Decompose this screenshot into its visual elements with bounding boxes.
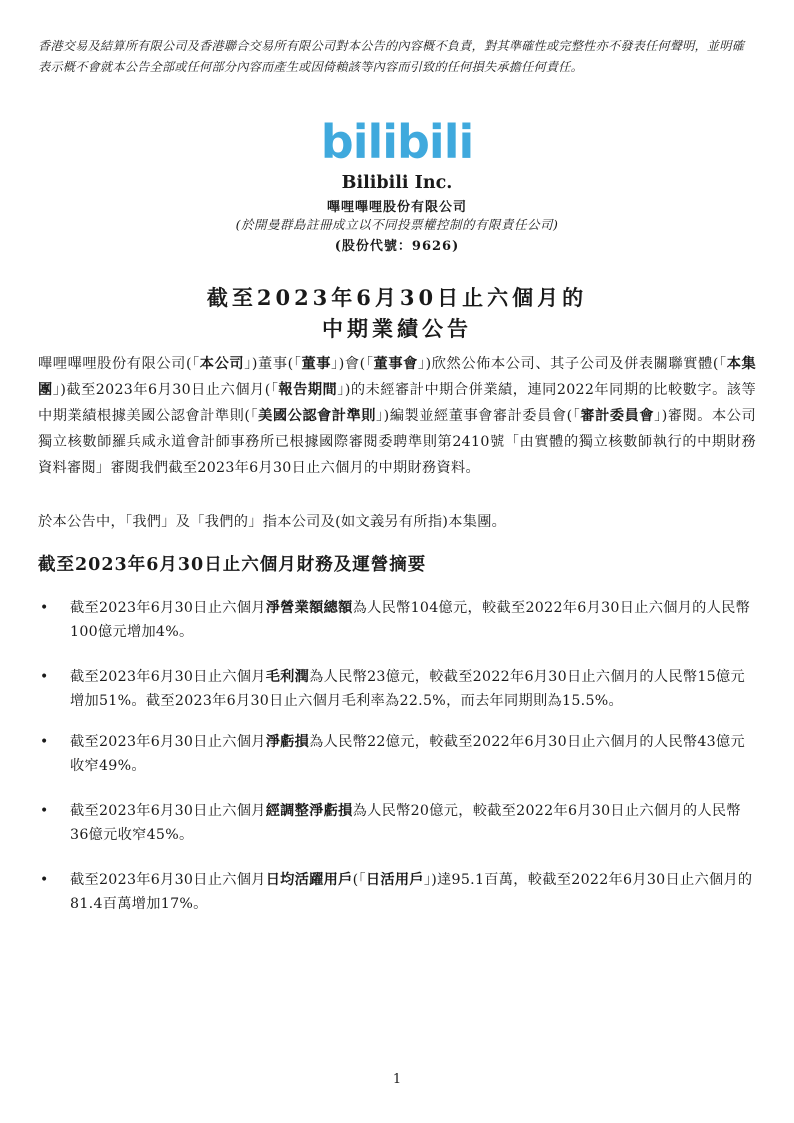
intro-paragraph: [38, 351, 756, 481]
page-number: 1: [392, 1072, 402, 1087]
intro-term: 董事: [301, 356, 332, 372]
highlights-list: [38, 596, 756, 937]
bullet-term: 經調整淨虧損: [265, 803, 353, 819]
bullet-term: 淨營業額總額: [265, 600, 353, 616]
intro-term: 董事會: [373, 356, 418, 372]
intro-term: 本集團: [38, 356, 756, 398]
bullet-text: 為人民幣20億元，較截至2022年6月30日止六個月的人民幣36億元收窄45%。: [70, 803, 741, 843]
bullet-text: 為人民幣22億元，較截至2022年6月30日止六個月的人民幣43億元收窄49%。: [70, 734, 745, 774]
bullet-icon: •: [40, 803, 49, 819]
definition-paragraph: 於本公告中，「我們」及「我們的」指本公司及(如文義另有所指)本集團。: [38, 514, 507, 530]
list-item: [38, 868, 756, 916]
bullet-text: 為人民幣104億元，較截至2022年6月30日止六個月的人民幣100億元增加4%。: [70, 600, 751, 640]
list-item: [38, 665, 756, 713]
bullet-text: 截至2023年6月30日止六個月: [70, 872, 266, 888]
incorporation-note: (於開曼群島註冊成立以不同投票權控制的有限責任公司): [235, 217, 559, 232]
disclaimer: 香港交易及結算所有限公司及香港聯合交易所有限公司對本公告的內容概不負責，對其準確性或完整性亦不發表任何聲明，並明確表示概不會就本公告全部或任何部分內容而產生或因倚賴該等內容而引致的任何損失承擔任何責任。: [38, 39, 745, 74]
logo-text: bilibili: [320, 115, 474, 169]
intro-text: 」)截至2023年6月30日止六個月(「: [52, 382, 279, 398]
bullet-term: 毛利潤: [265, 669, 310, 685]
section-heading: 截至2023年6月30日止六個月財務及運營摘要: [38, 555, 427, 575]
intro-text: 」)審閱。本公司獨立核數師羅兵咸永道會計師事務所已根據國際審閱委聘準則第2410號「由實體的獨立核數師執行的中期財務資料審閱」審閱我們截至2023年6月30日止六個月的中期財務資料。: [38, 408, 756, 476]
bullet-text: 」)達95.1百萬，較截至2022年6月30日止六個月的81.4百萬增加17%。: [70, 872, 753, 912]
bullet-icon: •: [40, 872, 49, 888]
bilibili-logo: [0, 114, 794, 170]
intro-text: 」)會(「: [331, 356, 374, 372]
bullet-text: 截至2023年6月30日止六個月: [70, 803, 266, 819]
announcement-title-line1: 截至2023年6月30日止六個月的: [206, 285, 588, 310]
bullet-icon: •: [40, 734, 49, 750]
company-name-en: Bilibili Inc.: [341, 173, 453, 193]
bullet-text: 截至2023年6月30日止六個月: [70, 669, 266, 685]
intro-text: 」)董事(「: [244, 356, 302, 372]
intro-term: 美國公認會計準則: [258, 408, 377, 424]
intro-text: 」)編製並經董事會審計委員會(「: [376, 408, 581, 424]
list-item: [38, 799, 756, 847]
bullet-icon: •: [40, 669, 49, 685]
bullet-icon: •: [40, 600, 49, 616]
bullet-term: 日均活躍用戶: [265, 872, 353, 888]
intro-text: 嗶哩嗶哩股份有限公司(「: [38, 356, 200, 372]
list-item: [38, 730, 756, 778]
intro-text: 」)的未經審計中期合併業績，連同2022年同期的比較數字。該等中期業績根據美國公認會計準則(「: [38, 382, 756, 424]
intro-text: 」)欣然公佈本公司、其子公司及併表關聯實體(「: [417, 356, 727, 372]
bullet-text: 截至2023年6月30日止六個月: [70, 600, 266, 616]
intro-term: 報告期間: [278, 382, 338, 398]
list-item: [38, 596, 756, 644]
bullet-term: 日活用戶: [365, 872, 424, 888]
bullet-text: (「: [352, 872, 366, 888]
stock-code: (股份代號：9626): [334, 239, 460, 254]
bullet-text: 為人民幣23億元，較截至2022年6月30日止六個月的人民幣15億元增加51%。截至2023年6月30日止六個月毛利率為22.5%，而去年同期則為15.5%。: [70, 669, 745, 709]
intro-term: 審計委員會: [580, 408, 655, 424]
bullet-text: 截至2023年6月30日止六個月: [70, 734, 266, 750]
announcement-title-line2: 中期業績公告: [322, 316, 472, 341]
intro-term: 本公司: [199, 356, 245, 372]
bullet-term: 淨虧損: [265, 734, 310, 750]
company-name-zh: 嗶哩嗶哩股份有限公司: [326, 200, 467, 215]
